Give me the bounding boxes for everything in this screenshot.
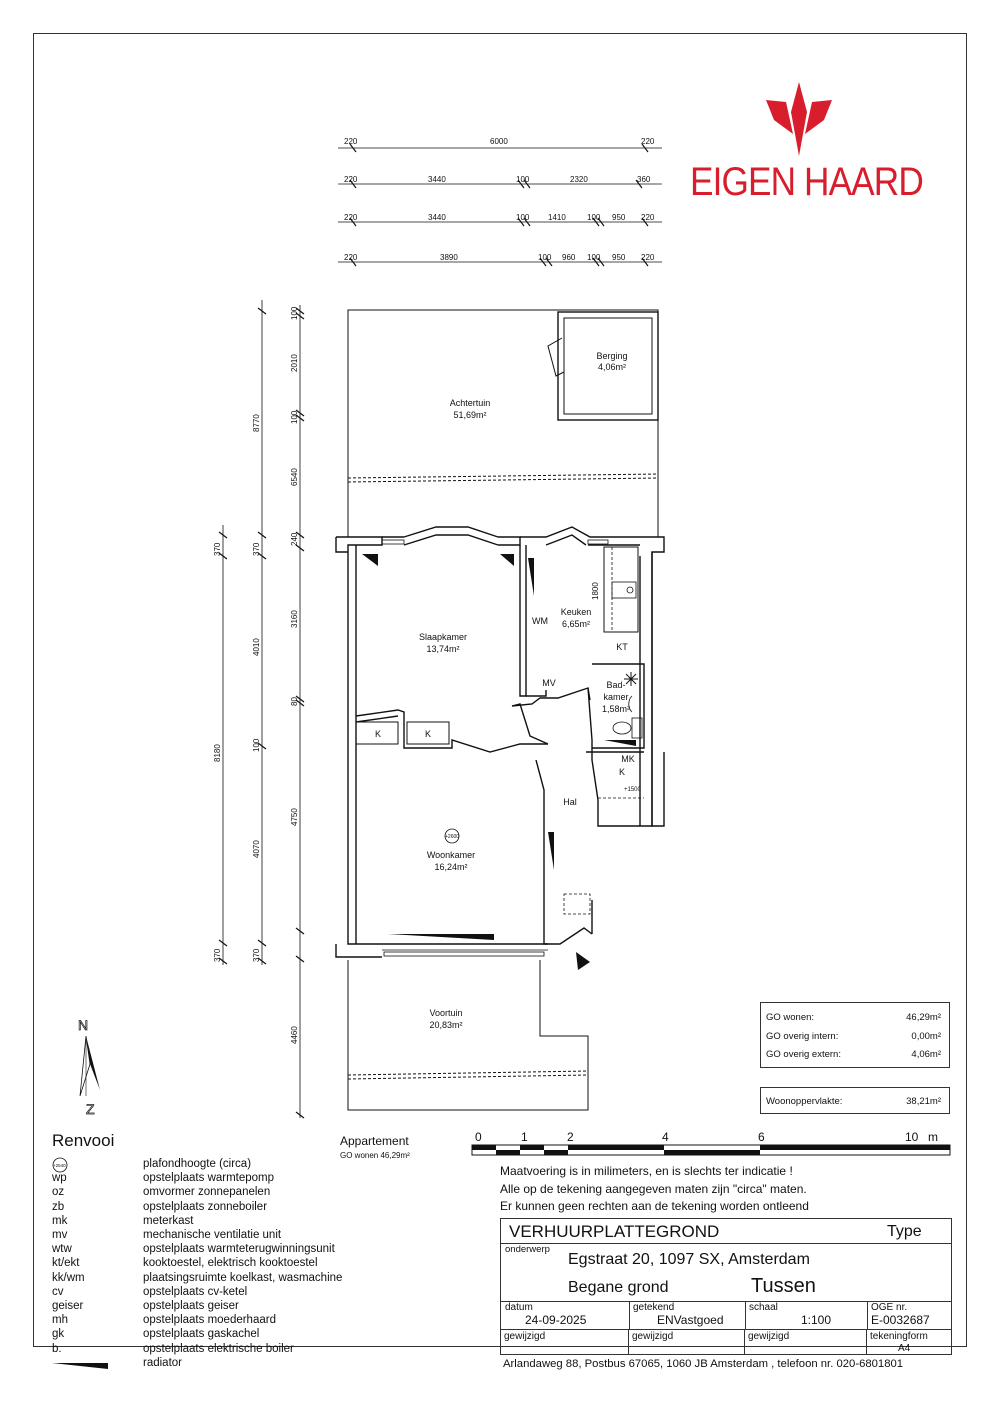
tb-gewijzigd-label: gewijzigd [748,1331,790,1342]
renvoi-key [52,1356,143,1370]
dim-label: 100 [516,213,530,222]
tb-tekeningform: A4 [898,1343,911,1354]
dim-label: 100 [516,175,530,184]
area-label: GO wonen: [766,1012,815,1023]
renvoi-key: b. [52,1342,62,1355]
dim-label: 3440 [428,175,446,184]
tb-oge-label: OGE nr. [871,1302,908,1313]
dim-label: 6000 [490,137,508,146]
area-label: GO overig intern: [766,1031,839,1042]
entrance-arrow-icon [576,952,590,970]
renvoi-value: opstelplaats cv-ketel [143,1285,248,1298]
left-dimension-labels [213,306,299,1044]
tb-address: Egstraat 20, 1097 SX, Amsterdam [568,1251,810,1268]
mk-height-label: +1500 [624,787,641,793]
renvoi-item [52,1214,342,1228]
renvoi-key: wtw [52,1243,72,1256]
dim-label: 3440 [428,213,446,222]
top-dimensions [338,148,662,262]
room-area: 13,74m² [426,644,460,654]
note-line: Alle op de tekening aangegeven maten zijn "circa" maten. [500,1181,807,1196]
dim-label: 950 [612,213,626,222]
tb-gewijzigd-label: gewijzigd [504,1331,546,1342]
renvoi-item [52,1313,342,1327]
area-value: 0,00m² [911,1031,941,1042]
tb-floor: Begane grond [568,1279,669,1296]
dim-label: 3890 [440,253,458,262]
kitchen-dim-label: 1800 [591,582,600,600]
dim-label: 220 [641,253,655,262]
dim-label: 2010 [290,354,299,372]
renvoi-key: kk/wm [52,1271,85,1284]
renvoi-key: zb [52,1200,65,1213]
tb-schaal: 1:100 [801,1313,832,1327]
tb-datum-label: datum [505,1302,533,1313]
renvoi-list [52,1157,342,1370]
dim-label: 370 [213,542,222,556]
dim-label: 6540 [290,468,299,486]
renvoi-value: omvormer zonnepanelen [143,1186,271,1199]
fixture-label: K [618,767,626,777]
sink-icon [612,582,636,598]
room-area: 20,83m² [429,1020,463,1030]
scale-tick-label: 6 [758,1130,765,1144]
dim-label: 240 [290,532,299,546]
room-name: Berging [596,351,628,361]
renvoi-value: opstelplaats moederhaard [143,1314,276,1327]
renvoi-item [52,1299,342,1313]
room-name: Bad- [606,680,626,690]
dim-label: 100 [538,253,552,262]
tb-type: Tussen [751,1275,816,1297]
dim-label: 220 [641,137,655,146]
room-name: Keuken [560,607,592,617]
logo-text: EIGEN HAARD [690,160,923,204]
woonoppervlakte-box [760,1087,950,1114]
compass-icon [80,1036,100,1096]
renvoi-item [52,1256,342,1270]
renvoi-value: opstelplaats warmtepomp [143,1172,275,1185]
scale-tick-label: 10 [905,1130,919,1144]
area-value: 4,06m² [911,1049,941,1060]
room-labels [375,351,635,1030]
dim-label: 360 [637,175,651,184]
renvoi-item [52,1327,342,1341]
ceiling-symbol-label: +2540 [53,1163,66,1168]
renvoi-item [52,1271,342,1285]
compass-n-label: N [78,1017,89,1033]
renvoi-key: mk [52,1214,68,1227]
tb-getekend-label: getekend [633,1302,675,1313]
dim-label: 960 [562,253,576,262]
area-summary-box [760,1002,950,1068]
title-block [500,1218,952,1330]
dim-label: 80 [290,697,299,706]
renvoi-key: geiser [52,1300,84,1313]
area-row [766,1031,941,1042]
renvoi-value: plafondhoogte (circa) [143,1158,252,1170]
dim-label: 100 [290,306,299,320]
woon-value: 38,21m² [906,1096,941,1107]
dim-label: 100 [252,738,261,752]
dim-label: 2320 [570,175,588,184]
dim-label: 100 [587,253,601,262]
dim-label: 220 [344,253,358,262]
renvoi-item [52,1285,342,1299]
room-name: kamer [603,692,629,702]
dim-label: 370 [213,948,222,962]
tb-gewijzigd-label: gewijzigd [632,1331,674,1342]
dim-label: 220 [641,213,655,222]
dimension-ticks [350,144,648,266]
renvoi-key: mh [52,1314,68,1327]
left-dimensions [223,300,300,1118]
renvoi-item [52,1171,342,1185]
dim-label: 100 [587,213,601,222]
fixture-label: WM [532,616,548,626]
dim-label: 4070 [252,840,261,858]
room-area: 1,58m² [601,704,631,714]
renvoi-key: gk [52,1328,65,1341]
room-name: Woonkamer [426,850,476,860]
area-label: GO overig extern: [766,1049,841,1060]
tb-tekeningform-label: tekeningform [870,1331,928,1342]
renvoi-item [52,1228,342,1242]
renvoi-key: wp [52,1172,67,1185]
top-dimension-labels [344,137,655,262]
renvoi-key: kt/ekt [52,1257,80,1270]
area-row [766,1012,941,1023]
renvoi-key: cv [52,1285,64,1298]
area-row [766,1049,941,1060]
fixture-label: K [374,729,382,739]
dim-label: 4750 [290,808,299,826]
area-value: 46,29m² [906,1012,941,1023]
ceiling-height-label: +2600 [445,834,460,840]
renvoi-item [52,1356,342,1370]
fixture-label: MV [542,678,556,688]
tb-datum: 24-09-2025 [525,1313,587,1327]
room-name: Hal [563,797,577,807]
notes [500,1163,809,1216]
room-name: Slaapkamer [418,632,468,642]
dim-label: 8770 [252,414,261,432]
scale-tick-label: 1 [521,1130,528,1144]
compass-z-label: Z [86,1101,95,1117]
dim-label: 370 [252,948,261,962]
scale-tick-label: 2 [567,1130,574,1144]
renvoi-key: oz [52,1186,65,1199]
renvoi-value: meterkast [143,1214,194,1227]
fixture-label: MK [621,754,635,764]
renvoi-value: opstelplaats warmteterugwinningsunit [143,1243,335,1256]
renvoi-value: mechanische ventilatie unit [143,1229,282,1242]
dim-label: 950 [612,253,626,262]
dim-label: 220 [344,137,358,146]
room-area: 16,24m² [434,862,468,872]
renvoi-value: kooktoestel, elektrisch kooktoestel [143,1257,318,1270]
room-area: 51,69m² [453,410,487,420]
renvoi-item [52,1242,342,1256]
fixture-label: K [424,729,432,739]
fixture-label: KT [616,642,628,652]
renvoi-item [52,1342,342,1356]
renvoi-value: opstelplaats gaskachel [143,1328,260,1341]
tb-getekend: ENVastgoed [657,1313,724,1327]
note-line: Maatvoering is in milimeters, en is slechts ter indicatie ! [500,1164,793,1178]
toilet-icon [613,696,642,738]
dim-label: 370 [252,542,261,556]
room-name: Achtertuin [449,398,491,408]
appartement-title: Appartement [340,1134,409,1148]
scale-unit-label: m [928,1130,938,1144]
dim-label: 220 [344,175,358,184]
dim-label: 100 [290,410,299,424]
woon-label: Woonoppervlakte: [766,1096,843,1107]
tb-footer: Arlandaweg 88, Postbus 67065, 1060 JB Amsterdam , telefoon nr. 020-6801801 [503,1358,904,1370]
scale-tick-label: 0 [475,1130,482,1144]
renvoi-value: opstelplaats zonneboiler [143,1200,268,1213]
renvoi-title: Renvooi [52,1131,115,1150]
appartement-sub: GO wonen 46,29m² [340,1151,410,1160]
dim-label: 3160 [290,610,299,628]
dim-label: 8180 [213,744,222,762]
tb-type-label: Type [887,1223,922,1240]
room-area: 6,65m² [561,619,591,629]
radiators [362,554,636,940]
left-dimension-ticks [219,308,304,1118]
note-line: Er kunnen geen rechten aan de tekening worden ontleend [500,1199,809,1213]
renvoi-value: opstelplaats geiser [143,1300,239,1313]
dim-label: 4010 [252,638,261,656]
room-name: Voortuin [429,1008,463,1018]
scale-tick-label: 4 [662,1130,669,1144]
renvoi-item [52,1157,342,1171]
renvoi-key: mv [52,1229,68,1242]
fan-icon [624,672,638,686]
dim-label: 1410 [548,213,566,222]
dim-label: 4460 [290,1026,299,1044]
renvoi-item [52,1200,342,1214]
room-area: 4,06m² [597,362,627,372]
renvoi-value: opstelplaats elektrische boiler [143,1342,294,1355]
tb-oge: E-0032687 [871,1313,930,1327]
tb-title: VERHUURPLATTEGROND [509,1222,720,1241]
dim-label: 220 [344,213,358,222]
tb-onderwerp-label: onderwerp [505,1244,550,1255]
renvoi-item [52,1185,342,1199]
tb-schaal-label: schaal [749,1302,778,1313]
renvoi-key [52,1157,143,1171]
renvoi-value: radiator [143,1356,182,1369]
renvoi-value: plaatsingsruimte koelkast, wasmachine [143,1271,343,1284]
